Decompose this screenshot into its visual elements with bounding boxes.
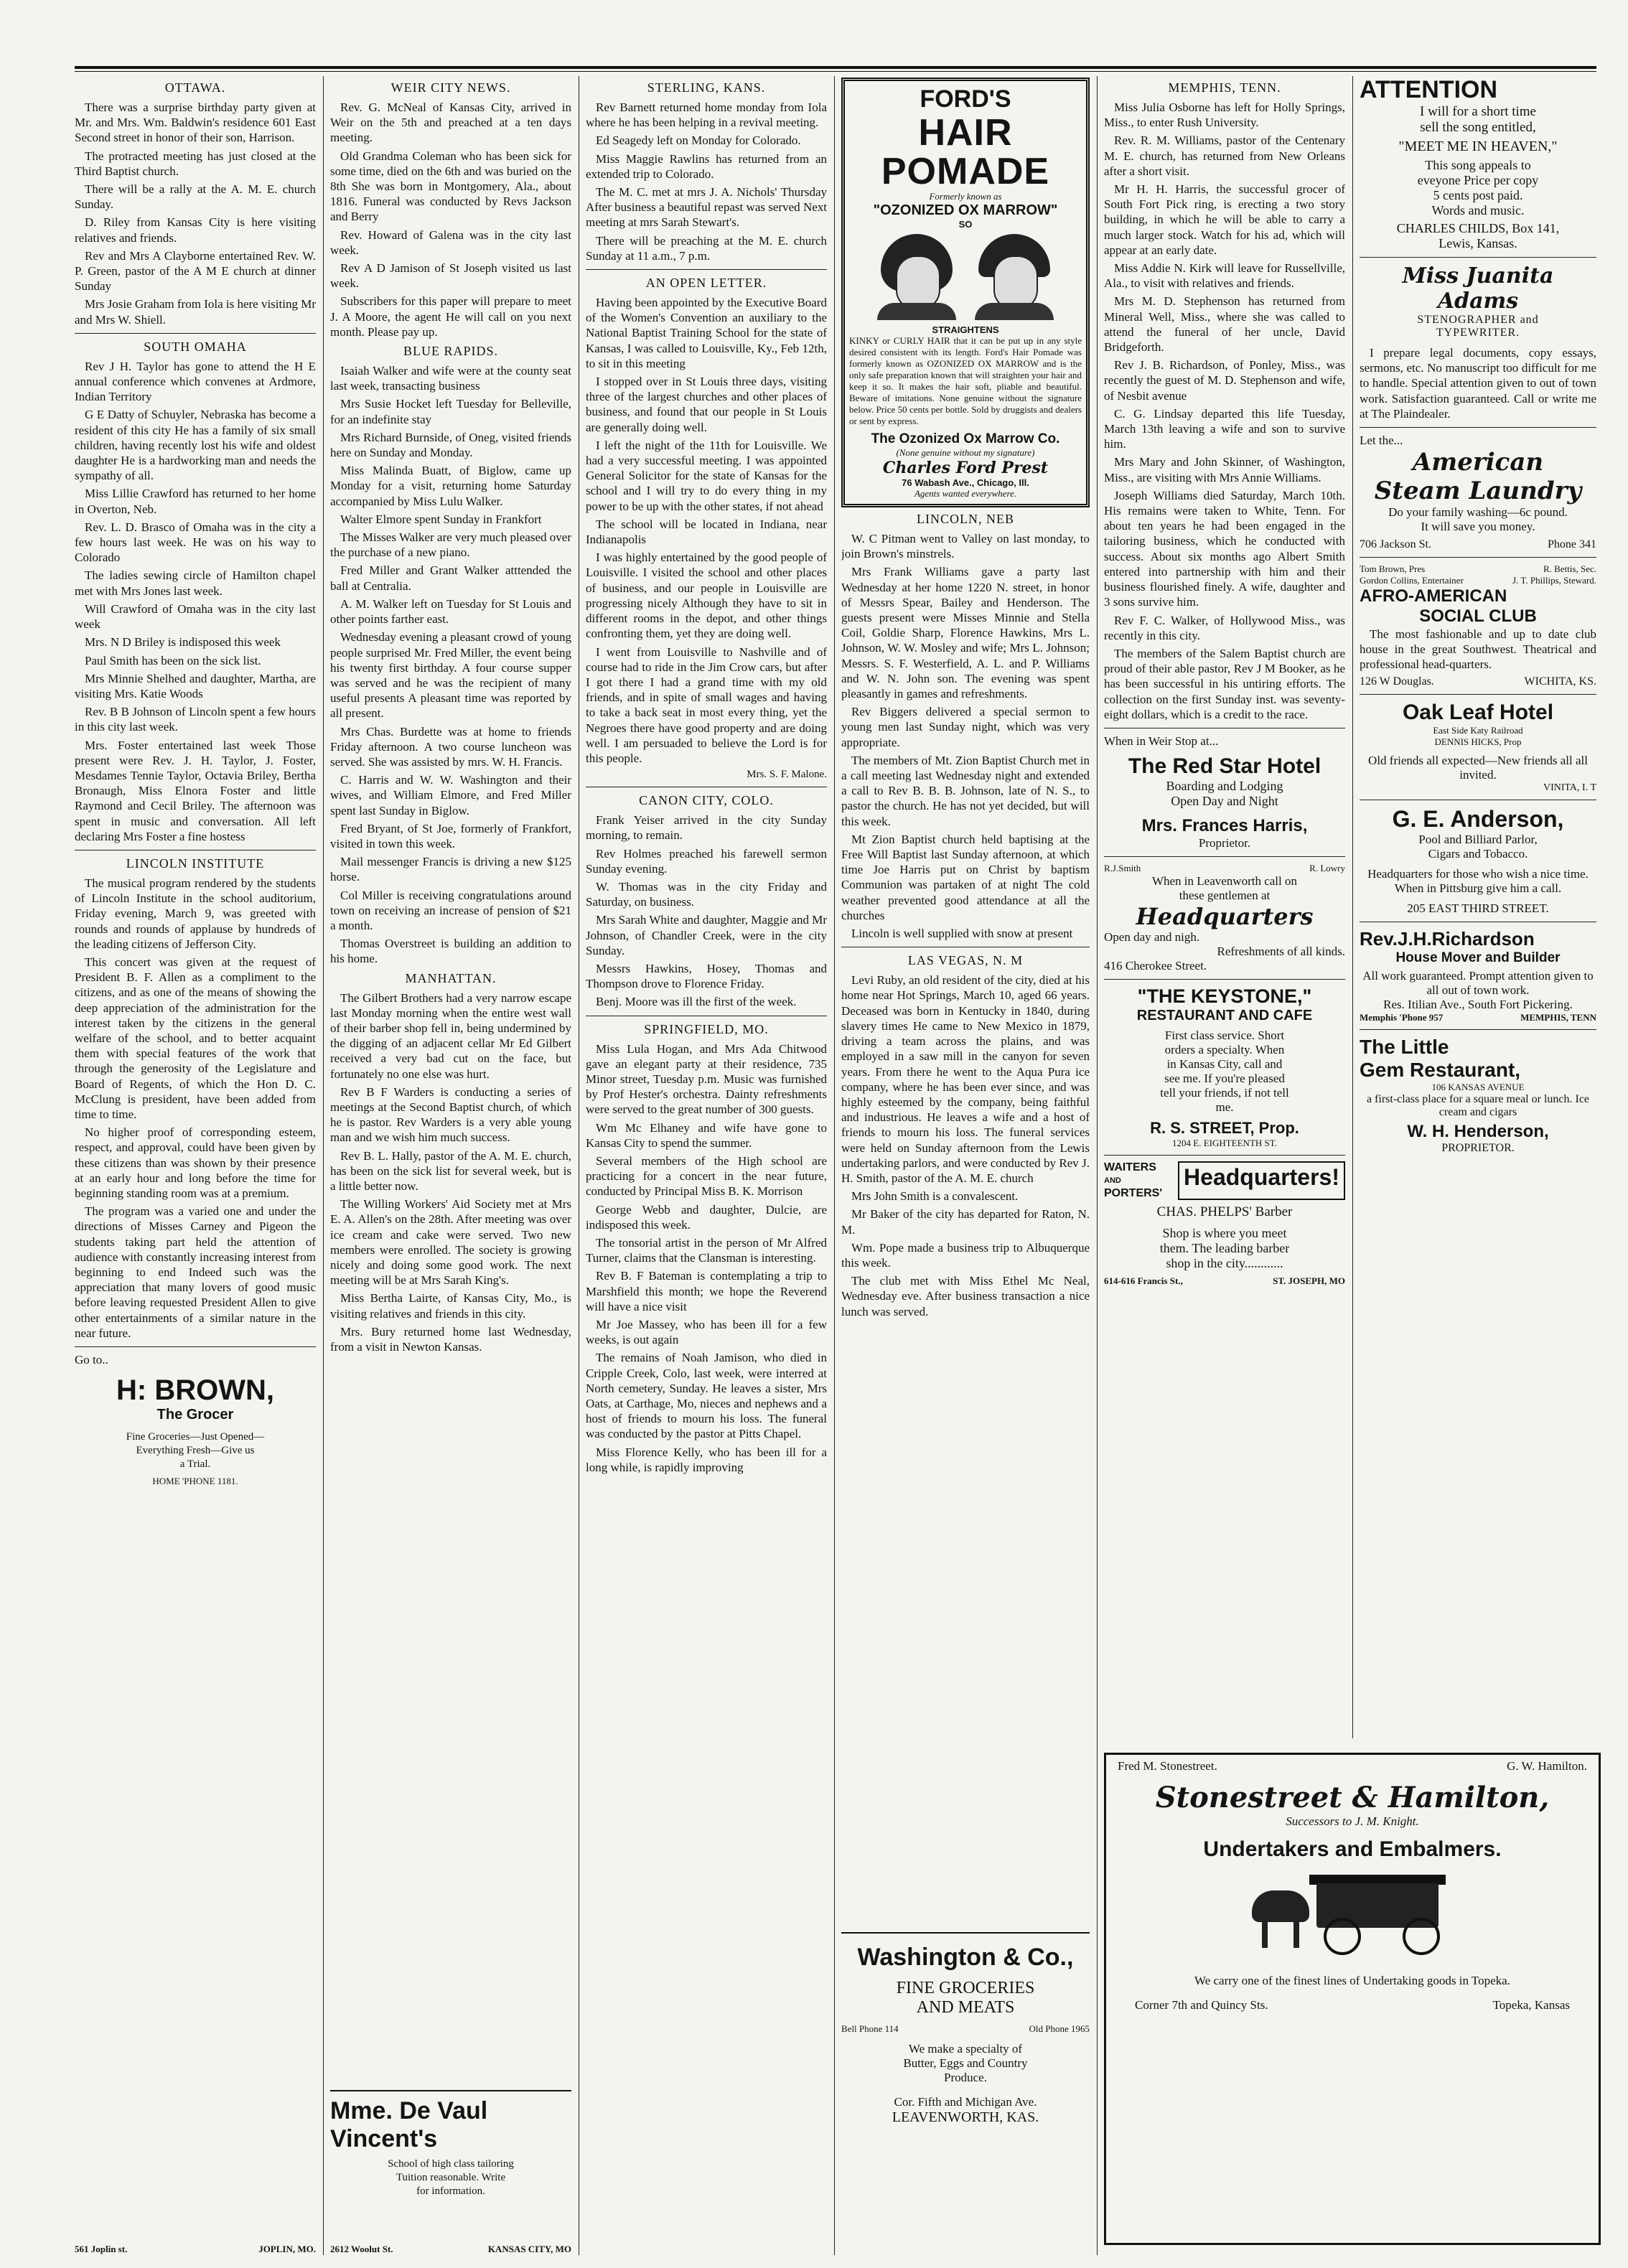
- undertakers-title: Undertakers and Embalmers.: [1203, 1837, 1502, 1861]
- hq-line: Refreshments of all kinds.: [1217, 944, 1345, 958]
- ad-washington-line: Butter, Eggs and Country: [903, 2056, 1028, 2070]
- ad-brown-line: a Trial.: [179, 1458, 211, 1471]
- paragraph: Rev and Mrs A Clayborne entertained Rev. W. P. Green, pastor of the A M E church at dinner Sunday: [75, 248, 316, 294]
- waiters-l2: PORTERS': [1104, 1186, 1163, 1199]
- waiters-header: [1104, 1161, 1345, 1200]
- paragraph: The protracted meeting has just closed at the Third Baptist church.: [75, 149, 316, 178]
- column-1: [75, 76, 316, 2255]
- juanita-line: STENOGRAPHER and: [1417, 314, 1539, 326]
- paragraph: Col Miller is receiving congratulations around town on receiving an increase of pension of $21 a month.: [330, 888, 571, 932]
- oak-leaf-line: DENNIS HICKS, Prop: [1434, 736, 1522, 747]
- social-club-footer: [1360, 675, 1596, 688]
- paragraph: Rev B F Warders is conducting a series of meetings at the Second Baptist church, of which he is pastor. Rev Warders is a very able young man and we wish him much success.: [330, 1084, 571, 1145]
- keystone-address: 1204 E. EIGHTEENTH ST.: [1172, 1137, 1277, 1148]
- laundry-phone: Phone 341: [1548, 538, 1596, 551]
- richardson-body: All work guaranteed. Prompt attention given to all out of town work.: [1362, 968, 1594, 997]
- paragraph: Rev B. L. Hally, pastor of the A. M. E. church, has been on the sick list for several week, but is a little better now.: [330, 1148, 571, 1193]
- waiters-barber: CHAS. PHELPS' Barber: [1156, 1204, 1293, 1219]
- richardson-residence: Res. Itilian Ave., South Fort Pickering.: [1383, 997, 1573, 1011]
- laundry-intro: Let the...: [1360, 434, 1403, 448]
- richardson-phone: Memphis 'Phone 957: [1360, 1011, 1444, 1023]
- paragraph: Mrs. Bury returned home last Wednesday, from a visit in Newton Kansas.: [330, 1324, 571, 1354]
- waiters-address: 614-616 Francis St.,: [1104, 1275, 1183, 1286]
- paragraph: Paul Smith has been on the sick list.: [85, 653, 261, 667]
- paragraph: The tonsorial artist in the person of Mr Alfred Turner, claims that the Clansman is interesting.: [586, 1236, 827, 1265]
- paragraph: Mail messenger Francis is driving a new $125 horse.: [330, 855, 571, 884]
- pomade-body: KINKY or CURLY HAIR that it can be put up in any style desired consistent with its length. Ford's Hair Pomade was formerly known as OZONIZED OX MARROW and is the only safe preparation known that will straighten your hair and keep it so. It makes the hair soft, pliable and beautiful. Beware of imitations. None genuine without the signature below. Price 50 cents per bottle. Sold by druggists and dealers or sent by express.: [849, 335, 1082, 426]
- paragraph: The school will be located in Indiana, near Indianapolis: [586, 517, 827, 547]
- paragraph: The Willing Workers' Aid Society met at Mrs E. A. Allen's on the 28th. After meeting was over ice cream and cake were served. Two new members were enrolled. The society is growing nicely and doing some good work. The next meeting will be at Mrs Sarah King's.: [330, 1197, 571, 1288]
- paragraph: Mrs Susie Hocket left Tuesday for Belleville, for an indefinite stay: [330, 397, 571, 426]
- ad-washington-line: AND MEATS: [916, 1998, 1015, 2017]
- laundry-footer: [1360, 538, 1596, 551]
- ad-washington: [841, 1932, 1090, 2257]
- divider: [1104, 856, 1345, 857]
- heading-open-letter: AN OPEN LETTER.: [645, 276, 767, 291]
- ad-brown-address: 561 Joplin st.: [75, 2244, 128, 2254]
- social-officer: J. T. Phillips, Steward.: [1512, 575, 1596, 586]
- anderson-line: Pool and Billiard Parlor,: [1418, 832, 1538, 846]
- divider: [75, 850, 316, 851]
- red-star-name: The Red Star Hotel: [1128, 754, 1321, 778]
- social-club-title: AFRO-AMERICAN: [1360, 586, 1507, 606]
- heading-memphis: MEMPHIS, TENN.: [1168, 80, 1281, 95]
- ad-undertakers: [1104, 1753, 1601, 2245]
- social-club-title2: SOCIAL CLUB: [1419, 606, 1537, 627]
- paragraph: There will be preaching at the M. E. church Sunday at 11 a.m., 7 p.m.: [586, 233, 827, 263]
- ad-washington-name: Washington & Co.,: [857, 1944, 1074, 1971]
- keystone-line: in Kansas City, call and: [1166, 1056, 1283, 1071]
- hq-name-right: R. Lowry: [1309, 862, 1345, 873]
- keystone-line: orders a specialty. When: [1164, 1042, 1285, 1056]
- pomade-ozonized: "OZONIZED OX MARROW": [873, 202, 1058, 218]
- hq-line: When in Leavenworth call on: [1151, 873, 1298, 888]
- richardson-footer: [1360, 1012, 1596, 1023]
- richardson-city: MEMPHIS, TENN: [1520, 1011, 1596, 1023]
- paragraph: C. Harris and W. W. Washington and their wives, and William Elmore, and Fred Miller spent last Sunday in Biglow.: [330, 773, 571, 817]
- hq-line: these gentlemen at: [1179, 888, 1271, 902]
- red-star-line: Open Day and Night: [1171, 793, 1278, 808]
- undertakers-body: We carry one of the finest lines of Undertaking goods in Topeka.: [1194, 1974, 1510, 1987]
- divider: [75, 333, 316, 334]
- social-officer: R. Bettis, Sec.: [1543, 563, 1596, 575]
- paragraph: Fred Miller and Grant Walker atttended the ball at Centralia.: [330, 563, 571, 593]
- social-club-body: The most fashionable and up to date club house in the great Southwest. Theatrical and professional head-quarters.: [1360, 627, 1596, 672]
- ad-devaul-footer: [330, 2244, 571, 2255]
- paragraph: The ladies sewing circle of Hamilton chapel met with Mrs Jones last week.: [75, 568, 316, 598]
- paragraph: Several members of the High school are practicing for a concert in the near future, conducted by Principal Miss B. K. Morrison: [586, 1153, 827, 1199]
- ad-devaul-line: School of high class tailoring: [388, 2158, 514, 2170]
- anderson-line: Cigars and Tobacco.: [1428, 846, 1528, 861]
- paragraph: The musical program rendered by the students of Lincoln Institute in the school auditorium, Friday evening, March 9, was greeted with rounds and rounds of applause by hundreds of the leading citizens of Jefferson City.: [75, 876, 316, 951]
- goto-line: Go to..: [75, 1353, 108, 1367]
- red-star-proprietor: Proprietor.: [1198, 835, 1251, 850]
- oak-leaf-city: VINITA, I. T: [1543, 782, 1596, 793]
- ad-brown-line: Fine Groceries—Just Opened—: [126, 1431, 265, 1443]
- undertakers-name: Stonestreet & Hamilton,: [1155, 1781, 1550, 1814]
- laundry-name2: Steam Laundry: [1374, 477, 1582, 506]
- paragraph: Mrs John Smith is a convalescent.: [851, 1189, 1019, 1204]
- waiters-city: ST. JOSEPH, MO: [1273, 1275, 1345, 1286]
- oak-leaf-line: East Side Katy Railroad: [1433, 724, 1523, 736]
- letter-signature: Mrs. S. F. Malone.: [747, 769, 827, 781]
- red-star-intro: When in Weir Stop at...: [1104, 734, 1219, 748]
- social-officers-left: [1360, 563, 1464, 586]
- paragraph: Miss Malinda Buatt, of Biglow, came up Monday for a visit, returning home Saturday accompanied by Miss Lulu Walker.: [330, 464, 571, 508]
- divider: [586, 269, 827, 270]
- anderson-body: Headquarters for those who wish a nice time. When in Pittsburg give him a call.: [1367, 866, 1589, 895]
- paragraph: D. Riley from Kansas City is here visiting relatives and friends.: [75, 215, 316, 245]
- ad-washington-phone: Old Phone 1965: [1029, 2023, 1090, 2034]
- portrait-after-icon: [975, 234, 1054, 320]
- divider: [1360, 257, 1596, 258]
- undertakers-partner: G. W. Hamilton.: [1507, 1759, 1587, 1773]
- paragraph: The Misses Walker are very much pleased over the purchase of a new piano.: [330, 530, 571, 560]
- paragraph: Mrs Richard Burnside, of Oneg, visited friends here on Sunday and Monday.: [330, 430, 571, 460]
- gem-body: a first-class place for a square meal or lunch. Ice cream and cigars: [1366, 1092, 1590, 1118]
- waiters-line: Shop is where you meet: [1162, 1225, 1287, 1240]
- ad-washington-line: Produce.: [944, 2071, 987, 2084]
- paragraph: The Gilbert Brothers had a very narrow escape last Monday morning when the entire west wall of their barber shop fell in, being undermined by the digging of an adjacent cellar Mr Ed Gilbert received a very bad cut on the face, but fortunately no one else was hurt.: [330, 990, 571, 1081]
- heading-weir-city: WEIR CITY NEWS.: [390, 80, 511, 95]
- paragraph: Levi Ruby, an old resident of the city, died at his home near Hot Springs, March 10, aged 66 years. Deceased was born in Kentucky in 1840, during slavery times He came to New Mexico in 1879, driving a team across the plains, and was employed in a saw mill in the canyon for seven years. From there he went to the Aqua Pura ice company, where he has been ever since, and was highly esteemed by the company, being faithful and industrious. He leaves a wife and a host of friends to mourn his loss. The funeral services were held on Sunday afternoon from the Lewis undertaking parlors, and were conducted by Rev J. H. Smith, pastor of the A. M. E. church: [841, 973, 1090, 1185]
- gem-title2: Gem Restaurant,: [1360, 1058, 1521, 1081]
- paragraph: Rev Barnett returned home monday from Iola where he has been helping in a revival meeting.: [586, 100, 827, 130]
- ad-washington-phones: [841, 2023, 1090, 2035]
- heading-ottawa: OTTAWA.: [164, 80, 226, 95]
- paragraph: Wm Mc Elhaney and wife have gone to Kansas City to spend the summer.: [586, 1120, 827, 1150]
- ad-washington-city: LEAVENWORTH, KAS.: [892, 2109, 1039, 2125]
- hearse-icon: [1252, 1869, 1453, 1955]
- social-club-city: WICHITA, KS.: [1524, 675, 1596, 688]
- pomade-fords: FORD'S: [920, 85, 1011, 113]
- pomade-address: 76 Wabash Ave., Chicago, Ill.: [902, 477, 1029, 488]
- paragraph: Mrs Minnie Shelhed and daughter, Martha, are visiting Mrs. Katie Woods: [75, 671, 316, 700]
- ad-devaul-name2: Vincent's: [330, 2125, 438, 2152]
- ad-washington-line: FINE GROCERIES: [896, 1979, 1035, 1997]
- social-officer: Gordon Collins, Entertainer: [1360, 575, 1464, 586]
- richardson-title: House Mover and Builder: [1395, 950, 1561, 965]
- paragraph: Having been appointed by the Executive Board of the Women's Convention an auxiliary to the National Baptist Training School for the state of Kansas, I was called to Louisville, Ky., Feb 12th, to sit in this meeting: [586, 296, 827, 370]
- keystone-sub: RESTAURANT AND CAFE: [1136, 1007, 1313, 1023]
- keystone-proprietor: R. S. STREET, Prop.: [1150, 1118, 1299, 1137]
- column-rule: [1352, 76, 1353, 1738]
- paragraph: Frank Yeiser arrived in the city Sunday morning, to remain.: [586, 813, 827, 843]
- paragraph: There will be a rally at the A. M. E. church Sunday.: [75, 182, 316, 212]
- ad-washington-phone: Bell Phone 114: [841, 2023, 899, 2034]
- paragraph: Miss Lula Hogan, and Mrs Ada Chitwood gave an elegant party at their residence, 735 Minor street, Tuesday p.m. Music was furnished by Prof Hester's orchestra. Dainty refreshments were served to the great number of 300 guests.: [586, 1041, 827, 1117]
- paragraph: Mt Zion Baptist church held baptising at the Free Will Baptist last Sunday afternoon, at which time Joe Harris put on Christ by baptism Communion was partaken of at night The cold weather prevented good attendance at all the churches: [841, 832, 1090, 922]
- gem-title: The Little: [1360, 1035, 1449, 1058]
- column-4: [841, 76, 1090, 2255]
- gem-address: 106 KANSAS AVENUE: [1431, 1081, 1525, 1092]
- ad-devaul-address: 2612 Woolut St.: [330, 2244, 393, 2254]
- paragraph: Isaiah Walker and wife were at the county seat last week, transacting business: [330, 364, 571, 393]
- heading-las-vegas: LAS VEGAS, N. M: [907, 953, 1024, 968]
- richardson-name: Rev.J.H.Richardson: [1360, 927, 1535, 950]
- paragraph: Will Crawford of Omaha was in the city last week: [75, 601, 316, 632]
- paragraph: Fred Bryant, of St Joe, formerly of Frankfort, visited in town this week.: [330, 821, 571, 851]
- attention-line: sell the song entitled,: [1420, 120, 1536, 135]
- newspaper-page: [75, 66, 1596, 2255]
- paragraph: Miss Addie N. Kirk will leave for Russellville, Ala., to visit with relatives and friends.: [1104, 261, 1345, 291]
- ad-fords-pomade: [841, 78, 1090, 507]
- portrait-before-icon: [877, 234, 956, 320]
- juanita-line: TYPEWRITER.: [1436, 327, 1520, 339]
- keystone-line: me.: [1215, 1100, 1234, 1114]
- social-officers: [1360, 563, 1596, 586]
- paragraph: Old Grandma Coleman who has been sick for some time, died on the 6th and was buried on the 8th She was born in Montgomery, Ala., about 1816. Funeral was conducted by Revs Jackson and Berry: [330, 149, 571, 224]
- paragraph: Mr Joe Massey, who has been ill for a few weeks, is out again: [586, 1318, 827, 1347]
- juanita-body: I prepare legal documents, copy essays, sermons, etc. No manuscript too difficult for me to handle. Special attention given to out of town work. Satisfaction guaranteed. Call or write me at The Plaindealer.: [1360, 346, 1596, 421]
- anderson-name: G. E. Anderson,: [1392, 805, 1564, 832]
- ad-devaul: [330, 2090, 571, 2242]
- oak-leaf-body: Old friends all expected—New friends all all invited.: [1368, 753, 1588, 782]
- divider: [75, 1346, 316, 1347]
- attention-contact: Lewis, Kansas.: [1438, 236, 1517, 250]
- column-rule: [1097, 76, 1098, 2255]
- heading-lincoln-neb: LINCOLN, NEB: [917, 512, 1014, 526]
- undertakers-names: [1106, 1755, 1599, 1778]
- keystone-line: First class service. Short: [1164, 1028, 1285, 1042]
- paragraph: Mrs Frank Williams gave a party last Wednesday at her home 1220 N. street, in honor of Messrs Spear, Bailey and Henderson. The guests present were Misses Minnie and Stella Coil, Goldie Sharp, Florence Hawkins, Mrs L. Johnson, W. W. Mosley and wife; Mrs L. Johnson; Messrs. S. F. Westerfield, A. L. and P. Williams and W. N. John son. The evening was spent pleasantly in games and refreshments.: [841, 565, 1090, 701]
- paragraph: Miss Florence Kelly, who has been ill for a long while, is rapidly improving: [586, 1445, 827, 1474]
- paragraph: The members of Mt. Zion Baptist Church met in a call meeting last Wednesday night and extended a call to Rev B. B. B. Johnson, late of N. S., to pastor the church. He has not yet decided, but will this week.: [841, 753, 1090, 828]
- waiters-footer: [1104, 1275, 1345, 1287]
- paragraph: Mrs Sarah White and daughter, Maggie and Mr Johnson, of Chandler Creek, were in the city Sunday.: [586, 913, 827, 957]
- divider: [1360, 427, 1596, 428]
- undertakers-partner: Fred M. Stonestreet.: [1118, 1759, 1217, 1773]
- red-star-line: Boarding and Lodging: [1166, 778, 1283, 793]
- paragraph: W. Thomas was in the city Friday and Saturday, on business.: [586, 879, 827, 909]
- heading-canon-city: CANON CITY, COLO.: [639, 793, 774, 808]
- hq-names: [1104, 863, 1345, 874]
- paragraph: No higher proof of corresponding esteem, respect, and approval, could have been given by these citizens than was shown by their presence at an early hour and long before the time for beginning standing room was at a premium.: [75, 1125, 316, 1200]
- paragraph: Walter Elmore spent Sunday in Frankfort: [340, 512, 542, 526]
- ad-brown-line: Everything Fresh—Give us: [136, 1445, 255, 1457]
- heading-manhattan: MANHATTAN.: [405, 970, 497, 985]
- attention-title: ATTENTION: [1360, 76, 1498, 103]
- paragraph: Subscribers for this paper will prepare to meet J. A Moore, the agent He will call on you next month. Please pay up.: [330, 294, 571, 339]
- paragraph: W. C Pitman went to Valley on last monday, to join Brown's minstrels.: [841, 532, 1090, 561]
- paragraph: C. G. Lindsay departed this life Tuesday, March 13th leaving a wife and son to survive him.: [1104, 406, 1345, 451]
- pomade-portraits: [849, 234, 1082, 320]
- attention-line: Words and music.: [1431, 203, 1525, 217]
- juanita-name: Miss Juanita Adams: [1402, 263, 1554, 314]
- oak-leaf-name: Oak Leaf Hotel: [1402, 700, 1554, 724]
- waiters-label: [1104, 1161, 1162, 1200]
- gem-owner: W. H. Henderson,: [1407, 1121, 1549, 1141]
- paragraph: I went from Louisville to Nashville and of course had to ride in the Jim Crow cars, but after I got there I had a grand time with my old friends, and in spite of small wages and having to take a back seat in most every thing, yet the Negroes there have good property and are doing well. I am persuaded to believe the Lord is for this people.: [586, 645, 827, 765]
- paragraph: This concert was given at the request of President B. F. Allen as a compliment to the citizens, and as one of the means of showing the deep appreciation of the administration for the interest taken by the citizens in the general welfare of the school, and to better acquaint them with special features of the work that through the generosity of the Legislature and Board of Regents, of which the Hon D. C. McClung is president, have been added from time to time.: [75, 955, 316, 1121]
- laundry-line: Do your family washing—6c pound.: [1388, 505, 1568, 520]
- column-3: [586, 76, 827, 2255]
- waiters-headquarters: Headquarters!: [1178, 1161, 1345, 1200]
- pomade-note: (None genuine without my signature): [896, 447, 1035, 458]
- paragraph: Miss Maggie Rawlins has returned from an extended trip to Colorado.: [586, 151, 827, 181]
- column-rule: [834, 76, 835, 2255]
- column-2: [330, 76, 571, 2255]
- attention-song: "MEET ME IN HEAVEN,": [1398, 139, 1558, 154]
- undertakers-city: Topeka, Kansas: [1492, 1998, 1570, 2012]
- column-5: [1104, 76, 1345, 1738]
- paragraph: Mrs M. D. Stephenson has returned from Mineral Well, Miss., where she was called to attend the funeral of her uncle, David Bridgeforth.: [1104, 294, 1345, 355]
- waiters-line: shop in the city............: [1166, 1255, 1283, 1270]
- paragraph: Benj. Moore was ill the first of the week.: [596, 995, 797, 1009]
- ad-washington-address: Cor. Fifth and Michigan Ave.: [894, 2095, 1037, 2109]
- paragraph: Rev J. B. Richardson, of Ponley, Miss., was recently the guest of M. D. Stephenson and wife, of Nesbit avenue: [1104, 358, 1345, 403]
- heading-sterling: STERLING, KANS.: [647, 80, 766, 95]
- heading-blue-rapids: BLUE RAPIDS.: [403, 344, 498, 359]
- pomade-agents: Agents wanted everywhere.: [914, 488, 1017, 499]
- paragraph: Rev. R. M. Williams, pastor of the Centenary M. E. church, has returned from New Orleans after a short visit.: [1104, 133, 1345, 178]
- attention-line: 5 cents post paid.: [1433, 188, 1523, 202]
- hq-line: Open day and nigh.: [1104, 929, 1200, 944]
- ad-brown-footer: [75, 2244, 316, 2255]
- undertakers-successors: Successors to J. M. Knight.: [1286, 1814, 1419, 1828]
- attention-line: This song appeals to: [1425, 158, 1531, 172]
- paragraph: Rev J H. Taylor has gone to attend the H E annual conference which convenes at Ardmore, Indian Territory: [75, 359, 316, 404]
- pomade-straightens: STRAIGHTENS: [932, 324, 999, 335]
- paragraph: Mr Baker of the city has departed for Raton, N. M.: [841, 1207, 1090, 1237]
- pomade-signature: Charles Ford Prest: [882, 459, 1049, 477]
- ad-brown-name: H: BROWN,: [116, 1374, 274, 1407]
- paragraph: Rev. L. D. Brasco of Omaha was in the city a few hours last week. He was on his way to Colorado: [75, 520, 316, 565]
- red-star-proprietor-name: Mrs. Frances Harris,: [1141, 815, 1308, 835]
- paragraph: Rev B. F Bateman is contemplating a trip to Marshfield this month; we hope the Reverend will have a nice visit: [586, 1269, 827, 1313]
- ad-brown-phone: HOME 'PHONE 1181.: [152, 1476, 238, 1487]
- undertakers-address: Corner 7th and Quincy Sts.: [1135, 1998, 1268, 2012]
- pomade-title: HAIR POMADE: [881, 112, 1050, 192]
- divider: [1104, 979, 1345, 980]
- waiters-line: them. The leading barber: [1159, 1240, 1290, 1255]
- anderson-address: 205 EAST THIRD STREET.: [1407, 901, 1549, 915]
- ad-washington-line: We make a specialty of: [908, 2042, 1023, 2056]
- waiters-and: AND: [1104, 1176, 1121, 1185]
- paragraph: Mrs. N D Briley is indisposed this week: [85, 635, 281, 650]
- attention-line: eveyone Price per copy: [1417, 173, 1539, 187]
- pomade-formerly: Formerly known as: [929, 191, 1002, 202]
- ad-devaul-line: for information.: [416, 2185, 485, 2197]
- top-rule: [75, 66, 1596, 69]
- attention-line: I will for a short time: [1420, 104, 1536, 119]
- keystone-line: see me. If you're pleased: [1164, 1071, 1285, 1085]
- paragraph: Wednesday evening a pleasant crowd of young people surprised Mr. Fred Miller, the event being his twenty first birthday. A four course supper was served and he was the recipient of many useful presents A pleasant time was reported by all present.: [330, 630, 571, 721]
- paragraph: I left the night of the 11th for Louisville. We had a very successful meeting. I was appointed General Solicitor for the state of Kansas for the school and I will try to do every thing in my power to be up with the other states, if not ahead: [586, 438, 827, 513]
- paragraph: The M. C. met at mrs J. A. Nichols' Thursday After business a beautiful repast was served Next meeting at mrs Sarah Stewart's.: [586, 185, 827, 230]
- paragraph: The club met with Miss Ethel Mc Neal, Wednesday eve. After business transaction a nice lunch was served.: [841, 1274, 1090, 1318]
- hq-title: Headquarters: [1136, 902, 1314, 930]
- waiters-l1: WAITERS: [1104, 1161, 1156, 1173]
- social-officers-right: [1512, 563, 1596, 586]
- paragraph: Thomas Overstreet is building an addition to his home.: [330, 937, 571, 966]
- paragraph: Lincoln is well supplied with snow at present: [851, 927, 1073, 941]
- paragraph: The program was a varied one and under the directions of Misses Carney and Pigeon the students taking part held the attention of audience with constantly increasing interest from beginning to end Indeed such was the appreciation that many lovers of good music before leaving requested President Allen to give other entertainments of a similar nature in the near future.: [75, 1204, 316, 1340]
- heading-springfield: SPRINGFIELD, MO.: [644, 1021, 769, 1036]
- divider: [1360, 694, 1596, 695]
- paragraph: Rev Biggers delivered a special sermon to young men last Sunday night, which was very appropriate.: [841, 705, 1090, 749]
- paragraph: The remains of Noah Jamison, who died in Cripple Creek, Colo, last week, were interred at North cemetery, Sunday. He leaves a sister, Mrs Oats, at Carthage, Mo, nieces and nephews and a host of friends to mourn his loss. The funeral was conducted by the pastor at Pitts Chapel.: [586, 1351, 827, 1441]
- keystone-name: "THE KEYSTONE,": [1137, 985, 1312, 1007]
- paragraph: Rev Holmes preached his farewell sermon Sunday evening.: [586, 846, 827, 876]
- paragraph: Miss Julia Osborne has left for Holly Springs, Miss., to enter Rush University.: [1104, 100, 1345, 130]
- paragraph: Rev. Howard of Galena was in the city last week.: [330, 228, 571, 257]
- paragraph: The members of the Salem Baptist church are proud of their able pastor, Rev J M Booker, as he has been successful in his untiring efforts. The collection on the first Sunday inst. was seventy-eight dollars, which is a credit to the race.: [1104, 646, 1345, 721]
- paragraph: Messrs Hawkins, Hosey, Thomas and Thompson drove to Florence Friday.: [586, 961, 827, 991]
- paragraph: G E Datty of Schuyler, Nebraska has become a resident of this city He has a family of six small children, having recently lost his wife and oldest daughter He is a hardworking man and needs the sympathy of all.: [75, 408, 316, 483]
- paragraph: Mrs Mary and John Skinner, of Washington, Miss., are visiting with Mrs Annie Williams.: [1104, 455, 1345, 484]
- ad-brown-sub: The Grocer: [156, 1407, 234, 1423]
- paragraph: Mr H. H. Harris, the successful grocer of South Fort Pick ring, is erecting a two story building, in which he will be able to carry a much larger stock. Watch for his ad, which will appear at an early date.: [1104, 182, 1345, 257]
- paragraph: Mrs. Foster entertained last week Those present were Rev. J. H. Taylor, J. Foster, Mesdames Tennie Taylor, Octavia Briley, Bertha Bronaugh, Miss Elnora Foster and little Raymond and Cecil Briley. The afternoon was spent in music and conversation. All left declaring Mrs Foster a fine hostess: [75, 738, 316, 843]
- undertakers-footer: [1106, 1988, 1599, 2023]
- paragraph: Mrs Chas. Burdette was at home to friends Friday afternoon. A two course luncheon was served. She was assisted by mrs. W. H. Francis.: [330, 724, 571, 769]
- hq-name-left: R.J.Smith: [1104, 862, 1141, 873]
- paragraph: Rev. G. McNeal of Kansas City, arrived in Weir on the 5th and preached at a ten days meeting.: [330, 100, 571, 145]
- pomade-so: SO: [958, 219, 973, 230]
- laundry-address: 706 Jackson St.: [1360, 538, 1431, 551]
- ad-devaul-city: KANSAS CITY, MO: [487, 2244, 571, 2254]
- hq-address: 416 Cherokee Street.: [1104, 958, 1207, 973]
- paragraph: Rev A D Jamison of St Joseph visited us last week.: [330, 261, 571, 291]
- paragraph: George Webb and daughter, Dulcie, are indisposed this week.: [586, 1202, 827, 1232]
- paragraph: There was a surprise birthday party given at Mr. and Mrs. Wm. Baldwin's residence 601 East Second street in honor of their son, Harrison.: [75, 100, 316, 145]
- gem-proprietor: PROPRIETOR.: [1441, 1141, 1515, 1154]
- laundry-line: It will save you money.: [1421, 520, 1535, 534]
- divider: [1360, 1029, 1596, 1030]
- paragraph: Rev F. C. Walker, of Hollywood Miss., was recently in this city.: [1104, 613, 1345, 642]
- heading-south-omaha: SOUTH OMAHA: [144, 339, 247, 354]
- ad-devaul-line: Tuition reasonable. Write: [396, 2172, 506, 2183]
- paragraph: Wm. Pope made a business trip to Albuquerque this week.: [841, 1240, 1090, 1270]
- paragraph: A. M. Walker left on Tuesday for St Louis and other points farther east.: [330, 596, 571, 627]
- attention-contact: CHARLES CHILDS, Box 141,: [1396, 221, 1560, 235]
- divider: [1104, 1155, 1345, 1156]
- heading-lincoln-institute: LINCOLN INSTITUTE: [126, 856, 265, 871]
- paragraph: I stopped over in St Louis three days, visiting three of the largest churches and other places of business, and found that our people in St Louis are generally doing well.: [586, 375, 827, 434]
- keystone-line: tell your friends, if not tell: [1160, 1085, 1289, 1100]
- social-club-address: 126 W Douglas.: [1360, 675, 1434, 688]
- ad-devaul-name: Mme. De Vaul: [330, 2097, 488, 2124]
- top-rule-thin: [75, 71, 1596, 72]
- paragraph: Miss Lillie Crawford has returned to her home in Overton, Neb.: [75, 487, 316, 516]
- ad-brown-city: JOPLIN, MO.: [258, 2244, 316, 2254]
- paragraph: Joseph Williams died Saturday, March 10th. His remains were taken to White, Tenn. For about ten years he had been engaged in the tailoring business, which he conducted with success. About six months ago Albert Smith entered into partnership with him and their business flourished finely. A wife, daughter and 3 sons survive him.: [1104, 488, 1345, 609]
- column-rule: [323, 76, 324, 2255]
- pomade-company: The Ozonized Ox Marrow Co.: [871, 431, 1060, 446]
- paragraph: Mrs Josie Graham from Iola is here visiting Mr and Mrs W. Shiell.: [75, 297, 316, 327]
- laundry-name: American: [1412, 448, 1544, 477]
- divider: [1360, 557, 1596, 558]
- paragraph: I was highly entertained by the good people of Louisville. I visited the school and other places of business, and our people in Louisville are progressing nicely Although they have to sit in different rooms in the depot, and other things confronting them, yet they are doing well.: [586, 550, 827, 641]
- social-officer: Tom Brown, Pres: [1360, 563, 1426, 575]
- paragraph: Miss Bertha Lairte, of Kansas City, Mo., is visiting relatives and friends in this city.: [330, 1291, 571, 1321]
- paragraph: Rev. B B Johnson of Lincoln spent a few hours in this city last week.: [75, 705, 316, 734]
- column-6: [1360, 76, 1596, 1738]
- paragraph: Ed Seagedy left on Monday for Colorado.: [596, 133, 801, 148]
